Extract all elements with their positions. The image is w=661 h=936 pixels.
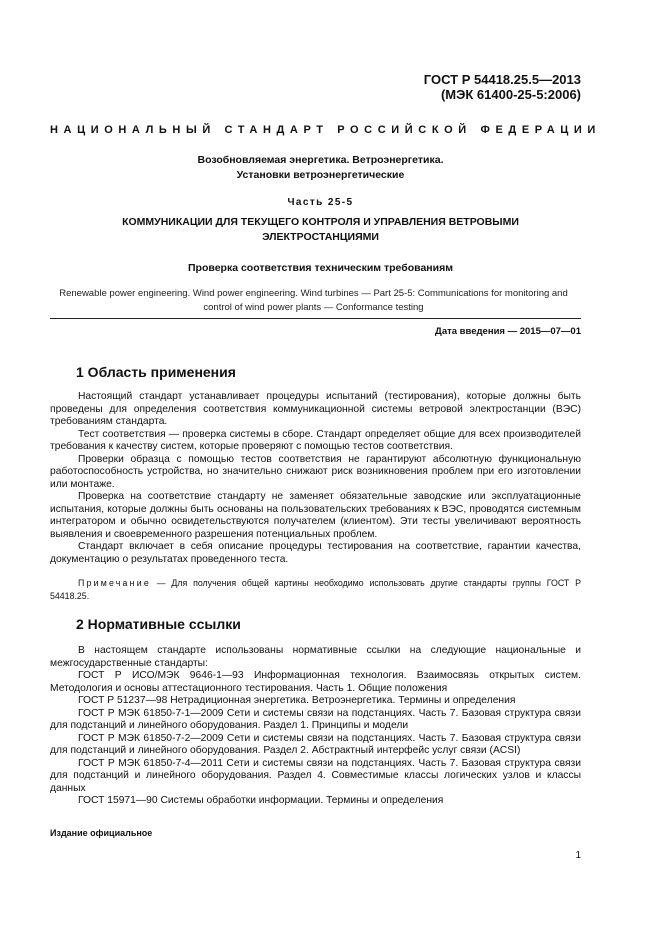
paragraph: Стандарт включает в себя описание процедуры тестирования на соответствие, гарантии качества, документацию о результатах проведенного теста. [50, 541, 581, 565]
standard-code: ГОСТ Р 54418.25.5—2013 [423, 72, 581, 87]
subtitle: Проверка соответствия техническим требованиям [188, 262, 453, 274]
paragraph: В настоящем стандарте использованы нормативные ссылки на следующие национальные и межгосударственные стандарты: [50, 645, 581, 669]
reference-item: ГОСТ Р МЭК 61850-7-2—2009 Сети и системы связи на подстанциях. Часть 7. Базовая структура связи для подстанций и линейного оборудования. Раздел 2. Абстрактный интерфейс услуг связи (ACSI) [50, 732, 581, 756]
section-1-body [50, 391, 581, 566]
section-2-heading: 2 Нормативные ссылки [76, 616, 241, 632]
note-label: Примечание [78, 578, 151, 588]
iec-code: (МЭК 61400-25-5:2006) [440, 87, 581, 102]
section-2-body [50, 645, 581, 808]
intro-date: Дата введения — 2015—07—01 [435, 326, 581, 337]
note [50, 577, 581, 603]
reference-item: ГОСТ Р МЭК 61850-7-1—2009 Сети и системы связи на подстанциях. Часть 7. Базовая структура связи для подстанций и линейного оборудования. Раздел 1. Принципы и модели [50, 707, 581, 731]
reference-item: ГОСТ 15971—90 Системы обработки информации. Термины и определения [78, 795, 444, 806]
page-number: 1 [575, 850, 581, 861]
english-title-line-1: Renewable power engineering. Wind power engineering. Wind turbines — Part 25-5: Communications for monitoring and [59, 288, 568, 299]
divider [50, 318, 581, 319]
note-text: — Для получения общей картины необходимо использовать другие стандарты группы ГОСТ Р 54418.25. [50, 578, 581, 601]
national-standard-banner: НАЦИОНАЛЬНЫЙ СТАНДАРТ РОССИЙСКОЙ ФЕДЕРАЦИИ [50, 124, 601, 136]
reference-item: ГОСТ Р 51237—98 Нетрадиционная энергетика. Ветроэнергетика. Термины и определения [78, 695, 516, 706]
english-title-line-2: control of wind power plants — Conformance testing [203, 302, 424, 313]
reference-item: ГОСТ Р МЭК 61850-7-4—2011 Сети и системы связи на подстанциях. Часть 7. Базовая структура связи для подстанций и линейного оборудования. Раздел 4. Совместимые классы логических узлов и классы данных [50, 757, 581, 794]
edition-label: Издание официальное [50, 828, 153, 838]
main-title-line-1: КОММУНИКАЦИИ ДЛЯ ТЕКУЩЕГО КОНТРОЛЯ И УПРАВЛЕНИЯ ВЕТРОВЫМИ [122, 216, 519, 228]
paragraph: Проверка на соответствие стандарту не заменяет обязательные заводские или эксплуатационные испытания, которые должны быть основаны на пользовательских требованиях к ВЭС, проводятся системным интегратором и обычно освидетельствуются получателем (клиентом). Эти тесты увеличивают вероятность выявления и своевременного разрешения потенциальных проблем. [50, 491, 581, 540]
title-line-2: Установки ветроэнергетические [236, 169, 405, 181]
part-label: Часть 25-5 [287, 197, 354, 208]
reference-item: ГОСТ Р ИСО/МЭК 9646-1—93 Информационная технология. Взаимосвязь открытых систем. Методология и основы аттестационного тестирования. Часть 1. Общие положения [50, 670, 581, 694]
title-line-1: Возобновляемая энергетика. Ветроэнергетика. [197, 154, 444, 166]
section-1-heading: 1 Область применения [76, 364, 236, 380]
main-title-line-2: ЭЛЕКТРОСТАНЦИЯМИ [262, 231, 379, 243]
paragraph: Проверки образца с помощью тестов соответствия не гарантируют абсолютную функциональную работоспособность устройства, но значительно снижают риск возникновения проблем при его изготовлении или монтаже. [50, 453, 581, 490]
paragraph: Тест соответствия — проверка системы в сборе. Стандарт определяет общие для всех производителей требования к качеству систем, которые проверяют с помощью тестов соответствия. [50, 428, 581, 452]
paragraph: Настоящий стандарт устанавливает процедуры испытаний (тестирования), которые должны быть проведены для определения соответствия коммуникационной системы ветровой электростанции (ВЭС) требованиям стандарта. [50, 391, 581, 427]
